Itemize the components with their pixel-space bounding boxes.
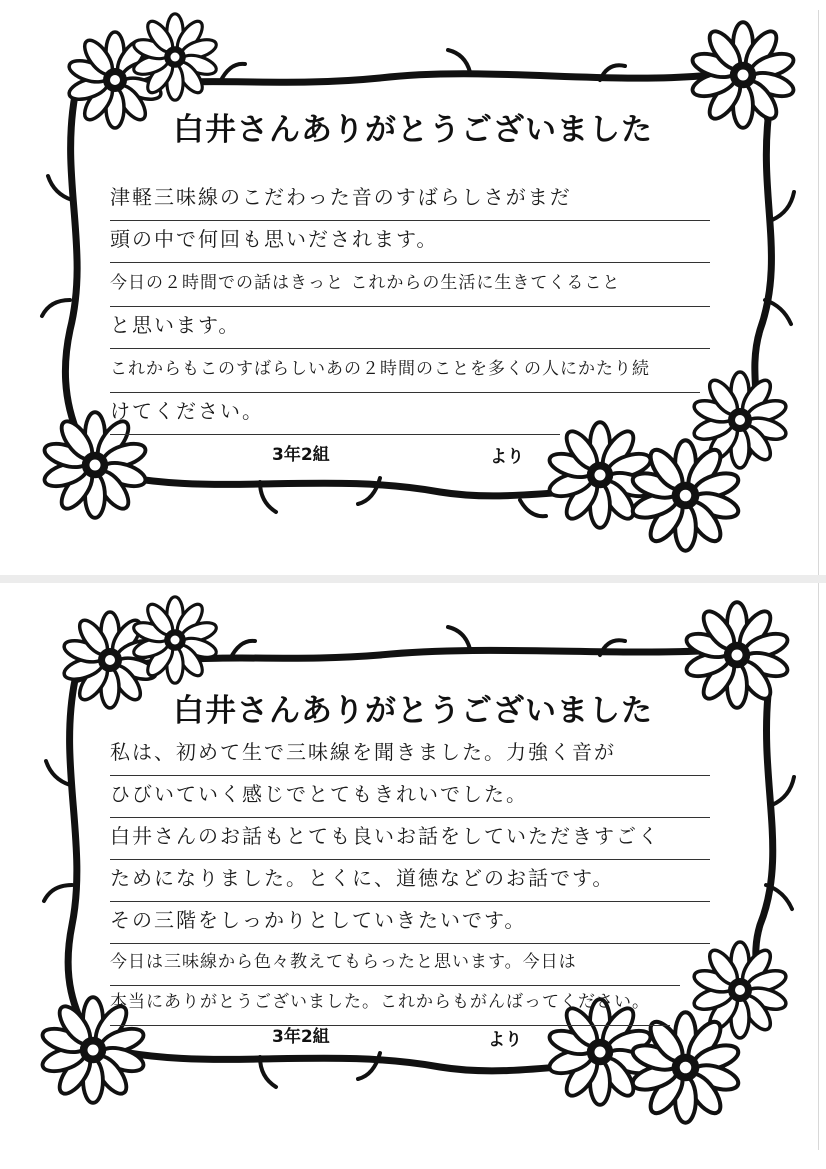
thank-you-card-bottom bbox=[0, 585, 826, 1145]
flower-icon bbox=[130, 595, 220, 685]
thank-you-card-top bbox=[0, 0, 826, 560]
message-line: これからもこのすばらしいあの２時間のことを多くの人にかたり続 bbox=[110, 352, 700, 393]
flower-icon bbox=[130, 12, 220, 102]
from-label: より bbox=[488, 1030, 522, 1050]
message-line: ためになりました。とくに、道徳などのお話です。 bbox=[110, 861, 710, 902]
class-label: 3年2組 bbox=[272, 445, 330, 465]
message-line: 頭の中で何回も思いだされます。 bbox=[110, 222, 710, 263]
card-title: 白井さんありがとうございました bbox=[173, 112, 653, 148]
message-line: 津軽三味線のこだわった音のすばらしさがまだ bbox=[110, 180, 710, 221]
message-line: と思います。 bbox=[110, 308, 710, 349]
message-line: 今日の２時間での話はきっと これからの生活に生きてくること bbox=[110, 266, 710, 307]
class-label: 3年2組 bbox=[272, 1027, 330, 1047]
message-line: 本当にありがとうございました。これからもがんばってください。 bbox=[110, 985, 670, 1026]
message-line: けてください。 bbox=[110, 394, 560, 435]
message-line: その三階をしっかりとしていきたいです。 bbox=[110, 903, 710, 944]
message-line: ひびいていく感じでとてもきれいでした。 bbox=[110, 777, 710, 818]
card-title: 白井さんありがとうございました bbox=[173, 693, 653, 729]
message-line: 私は、初めて生で三味線を聞きました。力強く音が bbox=[110, 735, 710, 776]
from-label: より bbox=[490, 447, 524, 467]
flower-icon bbox=[628, 1010, 743, 1125]
message-line: 白井さんのお話もとても良いお話をしていただきすごく bbox=[110, 819, 710, 860]
message-line: 今日は三味線から色々教えてもらったと思います。今日は bbox=[110, 945, 680, 986]
flower-icon bbox=[628, 438, 743, 553]
page-fold bbox=[0, 575, 826, 583]
